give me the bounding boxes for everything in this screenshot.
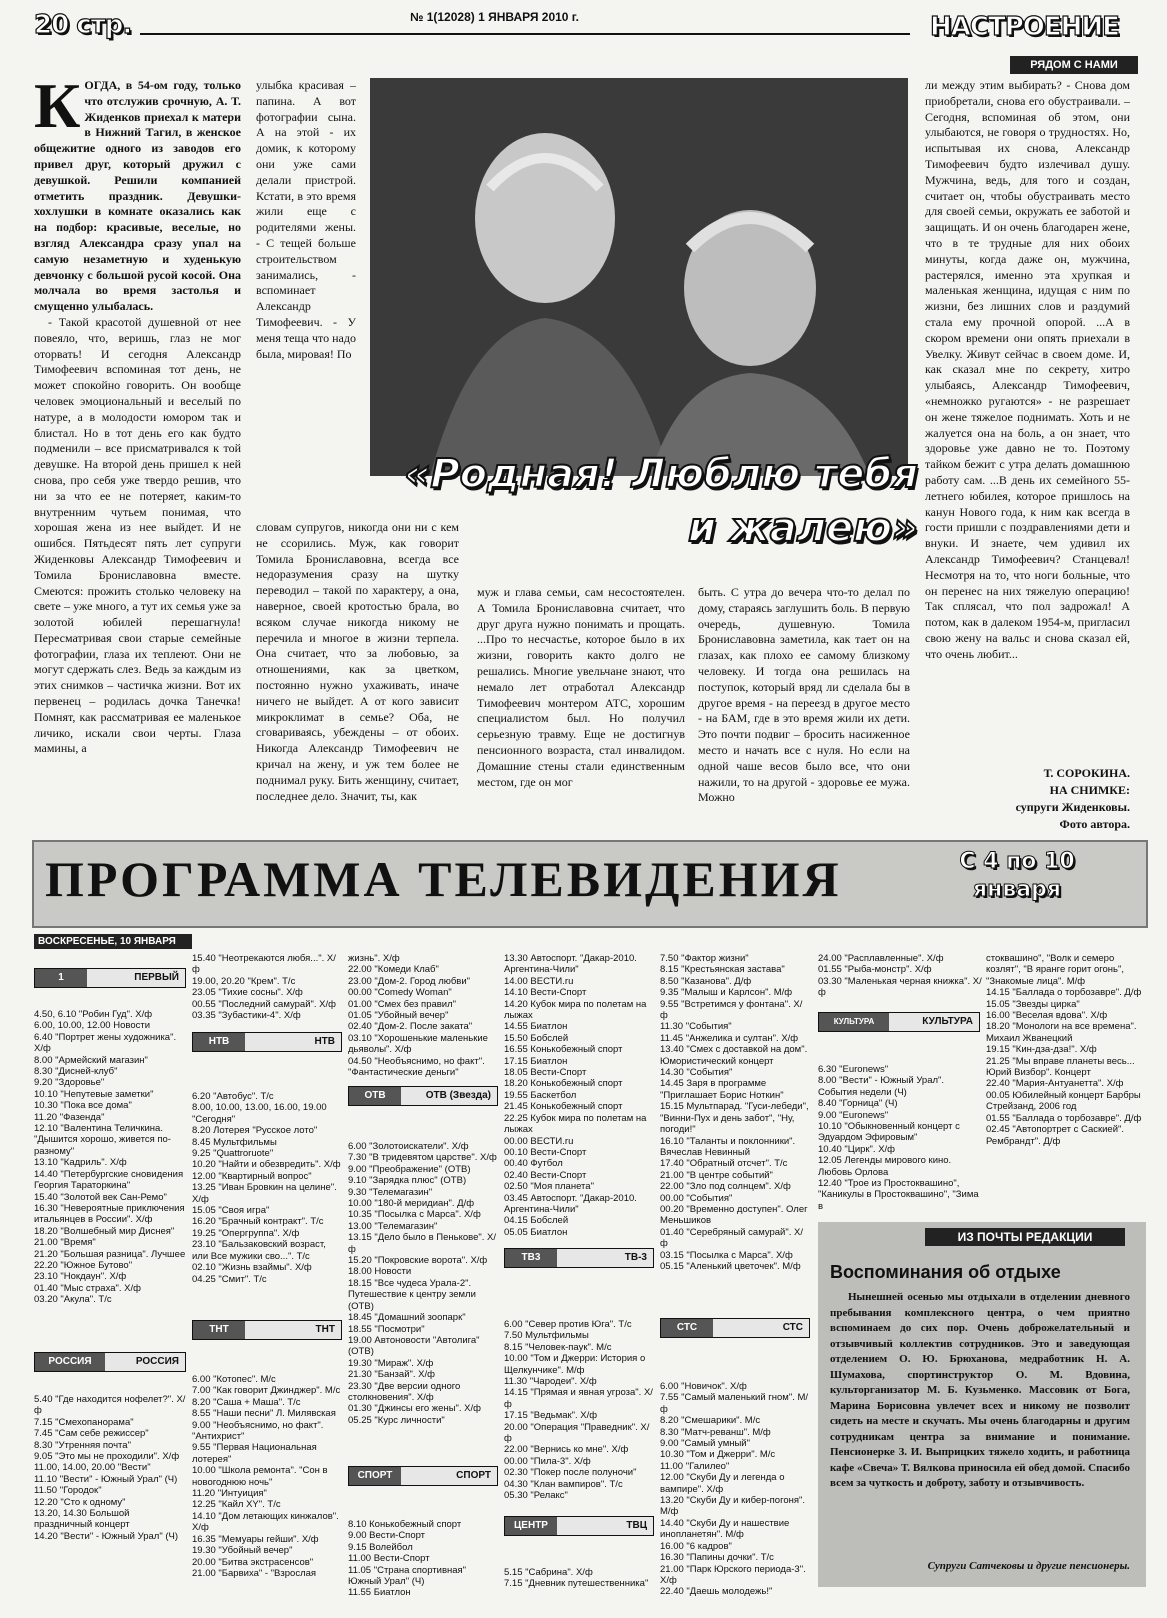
schedule-tnt-continued: [348, 934, 498, 1097]
article-column-2-bottom: [256, 520, 459, 804]
schedule-text: 15.40 "Неотрекаются любя...". Х/ф 19.00, 20.20 "Крем". Т/с 23.05 "Тихие сосны". Х/ф 00.55 "Последний самурай". Х/ф 03.35 "Зубастики-4". Х/ф: [192, 953, 336, 1022]
drop-cap: К: [34, 70, 81, 141]
tv-dates: [942, 848, 1092, 904]
article-column-2-top: [256, 78, 356, 362]
channel-header-tv3: [504, 1248, 654, 1268]
tv-dates-month: января: [973, 877, 1061, 902]
channel-header-ntv: [192, 1032, 342, 1052]
article-column-5: [925, 78, 1130, 662]
page-number: 20 стр.: [34, 10, 132, 40]
schedule-text: 6.00 "Север против Юга". Т/с 7.50 Мультфильмы 8.15 "Человек-паук". М/с 10.00 "Том и Джерри: История о Щелкунчике". М/ф 11.30 "Чародеи". Х/ф 14.15 "Прямая и явная угроза". Х/ф 17.15 "Ведьмак". Х/ф 20.00 "Операция "Праведник". Х/ф 22.00 "Вернись ко мне". Х/ф 00.00 "Пила-3". Х/ф 02.30 "Покер после полуночи" 04.30 "Клан вампиров". Т/с 05.30 "Релакс": [504, 1319, 653, 1502]
channel-name: ТВЦ: [626, 1520, 647, 1531]
schedule-sts: [660, 1362, 810, 1617]
letters-rubric: ИЗ ПОЧТЫ РЕДАКЦИИ: [925, 1228, 1125, 1246]
schedule-text: 4.50, 6.10 "Робин Гуд". Х/ф 6.00, 10.00, 12.00 Новости 6.40 "Портрет жены художника". Х/ф 8.00 "Армейский магазин" 8.30 "Дисней-клуб" 9.20 "Здоровье" 10.10 "Непутевые заметки" 10.30 "Пока все дома" 11.20 "Фазенда" 12.10 "Валентина Теличкина. "Дышится хорошо, живется по-разному" 13.10 "Кадриль". Х/ф 14.40 "Петербургские сновидения Георгия Тараторкина" 15.40 "Золотой век Сан-Ремо" 16.30 "Невероятные приключения итальянцев в России". Х/ф 18.20 "Волшебный мир Диснея" 21.00 "Время" 21.20 "Большая разница". Лучшее 22.20 "Южное Бутово" 23.10 "Нокдаун". Х/ф 01.40 "Мыс страха". Х/ф 03.20 "Акула". Т/с: [34, 1009, 186, 1306]
schedule-text: 6.20 "Автобус". Т/с 8.00, 10.00, 13.00, 16.00, 19.00 "Сегодня" 8.20 Лотерея "Русское лото" 8.45 Мультфильмы 9.25 "Quattroruote" 10.20 "Найти и обезвредить". Х/ф 12.00 "Квартирный вопрос" 13.25 "Иван Бровкин на целине". Х/ф 15.05 "Своя игра" 16.20 "Брачный контракт". Т/с 19.25 "Опергруппа". Х/ф 23.10 "Бальзаковский возраст, или Все мужики сво...". Т/с 02.10 "Жизнь взаймы". Х/ф 04.25 "Смит". Т/с: [192, 1091, 341, 1285]
schedule-tvc-continued: [660, 934, 810, 1291]
channel-header-kultura: [818, 1012, 980, 1032]
tv-title: ПРОГРАММА ТЕЛЕВИДЕНИЯ: [45, 851, 842, 907]
schedule-tvc: [504, 1548, 654, 1609]
channel-logo-icon: ЦЕНТР: [505, 1517, 557, 1535]
schedule-text: 6.00 "Котопес". М/с 7.00 "Как говорит Джинджер". М/с 8.20 "Саша + Маша". Т/с 8.55 "Наши песни" Л. Милявская 9.00 "Необъяснимо, но факт". "Антихрист" 9.55 "Первая Национальная лотерея" 10.00 "Школа ремонта". "Сон в новогоднюю ночь" 11.20 "Интуиция" 12.25 "Кайл XY". Т/с 14.10 "Дом летающих кинжалов". Х/ф 16.35 "Мемуары гейши". Х/ф 19.30 "Убойный вечер" 20.00 "Битва экстрасенсов" 21.00 "Барвиха" - "Взрослая: [192, 1374, 341, 1579]
article-column-3: [477, 585, 685, 790]
schedule-tv3-continued: [818, 934, 983, 1018]
article-column-4: [698, 585, 910, 806]
channel-name: ОТВ (Звезда): [425, 1090, 491, 1101]
author-name: Т. СОРОКИНА.: [1043, 766, 1130, 780]
tv-dates-range: С 4 по 10: [959, 849, 1075, 874]
schedule-otv: [348, 1122, 498, 1445]
article-photo: [370, 78, 908, 476]
channel-logo-icon: СТС: [661, 1319, 713, 1337]
channel-logo-icon: РОССИЯ: [35, 1353, 105, 1371]
channel-header-otv: [348, 1086, 498, 1106]
channel-logo-icon: СПОРТ: [349, 1467, 401, 1485]
schedule-perviy-continued: [192, 934, 342, 1040]
schedule-kultura: [818, 1045, 983, 1231]
article-lead: [34, 70, 241, 315]
channel-logo-icon: КУЛЬТУРА: [819, 1013, 889, 1031]
schedule-text: стоквашино", "Волк и семеро козлят", "В яранге горит огонь", "Знакомые лица". М/ф 14.15 "Баллада о торбозавре". Д/ф 15.05 "Звезды цирка" 16.00 "Веселая вдова". Х/ф 18.20 "Монологи на все времена". Михаил Жванецкий 19.15 "Кин-дза-дза!". Х/ф 21.25 "Мы вправе планеты весь... Юрий Визбор". Концерт 22.40 "Мария-Антуанетта". Х/ф 00.05 Юбилейный концерт Барбры Стрейзанд, 2006 год 01.55 "Баллада о торбозавре". Д/ф 02.45 "Автопортрет с Саскией". Рембрандт". Д/ф: [986, 953, 1142, 1147]
channel-name: СПОРТ: [456, 1470, 491, 1481]
channel-header-tvc: [504, 1516, 654, 1536]
photo-caption: супруги Жиденковы.: [1015, 800, 1130, 814]
photo-credit: Фото автора.: [1059, 817, 1130, 831]
channel-header-rossia: [34, 1352, 186, 1372]
caption-label: НА СНИМКЕ:: [1049, 783, 1130, 797]
schedule-kultura-continued: [986, 934, 1144, 1166]
letter-signature: Супруги Сатчековы и другие пенсионеры.: [927, 1560, 1130, 1572]
article-text-4: быть. С утра до вечера что-то делал по дому, стараясь заглушить боль. В первую очередь, душевную. Томила Брониславовна заметила, как тает он на глазах, как плохо ее самому близкому человеку. И тогда она решилась на поступок, который вряд ли сделала бы в другое время - на переезд в другое место - на БАМ, где в это время жили их дети. Это почти подвиг – бросить насиженное место и начать все с нуля. Но если на одной чаше весов было все, что они нажили, то на другой - здоровье ее мужа. Можно: [698, 585, 910, 805]
article-column-1: [34, 70, 241, 757]
article-text-5: ли между этим выбирать? - Снова дом приобретали, снова его обустраивали. – Сегодня, вспоминая об этом, они улыбаются, не говоря о трудностях. Но, испытывая их снова, Александр Тимофеевич будто излечивал душу. Мужчина, ведь, для того и создан, считает он, чтобы обустраивать место для своей семьи, окружать ее заботой и защищать. И он очень благодарен жене, что в те трудные для них обоих минуты, когда даже он, мужчина, растерялся, именно эта хрупкая и маленькая женщина, идущая с ним по жизни, без лишних слов и раздумий стала ему прочной опорой. ...А в скором времени они опять приехали в Увелку. Живут сейчас в своем доме. И, как сказал мне по секрету, хитро улыбаясь, Александр Тимофеевич, «немножко ругаются» - не разрешает он жене тяжелое поднимать. Хоть и не жалуется она на боль, а он знает, что здоровье уже давно не то. Поэтому тайком бежит с утра делать домашнюю работу сам. ...В день их семейного 55-летнего юбилея, которое пришлось на канун Нового года, к ним как всегда в гости пришли с поздравлениями дети и внуки. И знаете, чем удивил их Александр Тимофеевич? Станцевал! Несмотря на то, что ноги больные, что он перенес на них тяжелую операцию! Так сплясал, что пол задрожал! А потом, как в далеком 1954-м, пригласил свою жену на вальс и снова сказал ей, что очень любит...: [925, 78, 1130, 661]
rubric-label: РЯДОМ С НАМИ: [1010, 56, 1138, 74]
photo-couple-icon: [370, 78, 908, 476]
schedule-sport: [348, 1500, 498, 1618]
channel-name: ТНТ: [315, 1324, 335, 1335]
channel-logo-icon: НТВ: [193, 1033, 245, 1051]
channel-logo-icon: ТНТ: [193, 1321, 245, 1339]
letter-title: Воспоминания об отдыхе: [830, 1262, 1061, 1282]
channel-name: НТВ: [314, 1036, 335, 1047]
article-text-1: - Такой красотой душевной от нее повеяло, что, веришь, глаз не мог оторвать! И сегодня Александр Тимофеевич вспоминая тот день, не может спокойно говорить. Он вообще человек эмоциональный и веселый по натуре, а в молодости юмором так и блистал. Но в тот день его как будто подменили – все присматривался к той девушке. На второй день пришел к ней снова, про себя уже твердо решив, что ни за что ее не потеряет, каким-то внутренним чутьем понимая, что хорошая жена из нее выйдет. И не ошибся. Пятьдесят пять лет супруги Жиденковы Александр Тимофеевич и Томила Брониславовна вместе. Смеются: прожить столько человеку на свете – уже много, а тут их семья уже за золотой юбилей перешагнула! Пересматривая свои старые семейные фотографии, глаза их теплеют. Они не могут сдержать слез. Ведь за каждым из этих снимков – частичка жизни. Вот их первенец – родилась дочка Танечка! Помнят, как рассматривая ее маленькое личико, искали свои черты. Глаза мамины, а: [34, 314, 241, 756]
header-rule: [140, 33, 910, 35]
issue-date: № 1(12028) 1 ЯНВАРЯ 2010 г.: [410, 10, 579, 24]
article-text-2b: словам супругов, никогда они ни с кем не ссорились. Муж, как говорит Томила Брониславовна, всегда все недоразумения сразу на шутку переводил – такой по характеру, а она, наверное, своей кротостью брала, во всяком случае никогда никому не перечила и многое в жизни терпела. Она считает, что за любовью, за отношениями, как за цветком, постоянно нужно ухаживать, иначе ничего не выйдет. А от кого зависит микроклимат в семье? Оба, не сговариваясь, убеждены – от обоих. Никогда Александр Тимофеевич не кричал на жену, и уж тем более не поднимал руку. Бить женщину, считает, последнее дело. Значит, ты, как: [256, 520, 459, 803]
channel-name: РОССИЯ: [135, 1356, 179, 1367]
channel-logo-icon: ТВ3: [505, 1249, 557, 1267]
channel-header-sport: [348, 1466, 498, 1486]
section-title: НАСТРОЕНИЕ: [930, 12, 1119, 42]
channel-name: ТВ-3: [624, 1252, 647, 1263]
channel-name: СТС: [782, 1322, 803, 1333]
schedule-perviy: [34, 990, 186, 1325]
article-text-2a: улыбка красивая – папина. А вот фотографии сына. А на этой - их домик, к которому они уже сами делали пристрой. Кстати, в это время жили еще с родителями жены. - С тещей больше строительством занимались, - вспоминает Александр Тимофеевич. - У меня теща что надо была, мировая! По: [256, 78, 356, 361]
channel-header-tnt: [192, 1320, 342, 1340]
schedule-text: 13.30 Автоспорт. "Дакар-2010. Аргентина-Чили" 14.00 ВЕСТИ.ru 14.10 Вести-Спорт 14.20 Кубок мира по полетам на лыжах 14.55 Биатлон 15.50 Бобслей 16.55 Конькобежный спорт 17.15 Биатлон 18.05 Вести-Спорт 18.20 Конькобежный спорт 19.55 Баскетбол 21.45 Конькобежный спорт 22.25 Кубок мира по полетам на лыжах 00.00 ВЕСТИ.ru 00.10 Вести-Спорт 00.40 Футбол 02.40 Вести-Спорт 02.50 "Моя планета" 03.45 Автоспорт. "Дакар-2010. Аргентина-Чили" 04.15 Бобслей 05.05 Биатлон: [504, 953, 647, 1238]
channel-name: КУЛЬТУРА: [922, 1016, 973, 1027]
schedule-text: 24.00 "Расплавленные". Х/ф 01.55 "Рыба-монстр". Х/ф 03.30 "Маленькая черная книжка". Х/ф: [818, 953, 982, 999]
article-lead-text: ОГДА, в 54-ом году, только что отслужив срочную, А. Т. Жиденков приехал к матери в Нижний Тагил, в женское общежитие одного из заводов его привел друг, который дружил с девушкой. Решили компанией отметить праздник. Девушки-хохлушки в комнате оказались как на подбор: красивые, веселые, но взгляд Александра сразу упал на самую незаметную и худенькую девчонку с большой русой косой. Она молчала во время застолья и смущенно улыбалась.: [34, 78, 241, 314]
schedule-rossia: [34, 1375, 186, 1561]
schedule-ntv: [192, 1072, 342, 1304]
schedule-text: 6.00 "Золотоискатели". Х/ф 7.30 "В тридевятом царстве". Х/ф 9.00 "Преображение" (ОТВ) 9.10 "Зарядка плюс" (ОТВ) 9.30 "Телемагазин" 10.00 "180-й меридиан". Д/ф 10.35 "Посылка с Марса". Х/ф 13.00 "Телемагазин" 13.15 "Дело было в Пенькове". Х/ф 15.20 "Покровские ворота". Х/ф 18.00 Новости 18.15 "Все чудеса Урала-2". Путешествие к центру земли (ОТВ) 18.45 "Домашний зоопарк" 18.55 "Посмотри" 19.00 Автоновости "Автолига" (ОТВ) 19.30 "Мираж". Х/ф 21.30 "Банзай". Х/ф 23.30 "Две версии одного столкновения". Х/ф 01.30 "Джинсы его жены". Х/ф 05.25 "Курс личности": [348, 1141, 497, 1426]
schedule-text: 6.00 "Новичок". Х/ф 7.55 "Самый маленький гном". М/ф 8.20 "Смешарики". М/с 8.30 "Матч-реванш". М/ф 9.00 "Самый умный" 10.30 "Том и Джерри". М/с 11.00 "Галилео" 12.00 "Скуби Ду и легенда о вампире". Х/ф 13.20 "Скуби Ду и кибер-погоня". М/ф 14.40 "Скуби Ду и нашествие инопланетян". М/ф 16.00 "6 кадров" 16.30 "Папины дочки". Т/с 21.00 "Парк Юрского периода-3". Х/ф 22.40 "Даешь молодежь!": [660, 1381, 809, 1598]
channel-logo-icon: 1: [35, 969, 87, 987]
schedule-text: 5.15 "Сабрина". Х/ф 7.15 "Дневник путешественника": [504, 1567, 649, 1590]
schedule-tv3: [504, 1300, 654, 1521]
schedule-text: жизнь". Х/ф 22.00 "Комеди Клаб" 23.00 "Дом-2. Город любви" 00.00 "Comedy Woman" 01.00 "Смех без правил" 01.05 "Убойный вечер" 02.40 "Дом-2. После заката" 03.10 "Хорошенькие маленькие дьяволы". Х/ф 04.50 "Необъяснимо, но факт". "Фантастические деньги": [348, 953, 488, 1079]
article-text-3: муж и глава семьи, сам несостоятелен. А Томила Брониславовна считает, что друг друга нужно понимать и прощать. ...Про то несчастье, которое было в их жизни, говорить както долго не решались. Многие увельчане знают, что немало лет отработал Александр Тимофеевич монтером АТС, хорошим специалистом был. Но получил серьезную травму. Еще не достигнув пенсионного возраста, стал инвалидом. Домашние стены стали единственным местом, где он мог: [477, 585, 685, 789]
headline-line-2: и жалею»: [687, 505, 918, 551]
schedule-text: 5.40 "Где находится нофелет?". Х/ф 7.15 "Смехопанорама" 7.45 "Сам себе режиссер" 8.30 "Утренняя почта" 9.05 "Это мы не проходили". Х/ф 11.00, 14.00, 20.00 "Вести" 11.10 "Вести" - Южный Урал" (Ч) 11.50 "Городок" 12.20 "Сто к одному" 13.20, 14.30 Большой праздничный концерт 14.20 "Вести" - Южный Урал" (Ч): [34, 1394, 186, 1542]
channel-name: ПЕРВЫЙ: [134, 972, 179, 983]
schedule-sport-continued: [504, 934, 654, 1257]
channel-header-perviy: [34, 968, 186, 988]
tv-day-heading: ВОСКРЕСЕНЬЕ, 10 ЯНВАРЯ: [34, 934, 192, 949]
headline-line-1: «Родная! Люблю тебя: [404, 451, 918, 497]
schedule-text: 8.10 Конькобежный спорт 9.00 Вести-Спорт 9.15 Волейбол 11.00 Вести-Спорт 11.05 "Страна спортивная" Южный Урал" (Ч) 11.55 Биатлон: [348, 1519, 467, 1599]
schedule-text: 6.30 "Euronews" 8.00 "Вести" - Южный Урал". События недели (Ч) 8.40 "Горница" (Ч) 9.00 "Euronews" 10.10 "Обыкновенный концерт с Эдуардом Эфировым" 10.40 "Цирк". Х/ф 12.05 Легенды мирового кино. Любовь Орлова 12.40 "Трое из Простоквашино", "Каникулы в Простоквашино", "Зима в: [818, 1064, 979, 1212]
schedule-text: 7.50 "Фактор жизни" 8.15 "Крестьянская застава" 8.50 "Казанова". Д/ф 9.35 "Малыш и Карлсон". М/ф 9.55 "Встретимся у фонтана". Х/ф 11.30 "События" 11.45 "Анжелика и султан". Х/ф 13.40 "Смех с доставкой на дом". Юмористический концерт 14.30 "События" 14.45 Заря в программе "Приглашает Борис Ноткин" 15.15 Мультпарад. "Гуси-лебеди", "Винни-Пух и день забот", "Ну, погоди!" 16.10 "Таланты и поклонники". Вячеслав Невинный 17.40 "Обратный отсчет". Т/с 21.00 "В центре событий" 22.00 "Зло под солнцем". Х/ф 00.00 "События" 00.20 "Временно доступен". Олег Меньшиков 01.40 "Серебряный самурай". Х/ф 03.15 "Посылка с Марса". Х/ф 05.15 "Аленький цветочек". М/ф: [660, 953, 809, 1272]
article-signature: [930, 765, 1130, 833]
schedule-tnt: [192, 1355, 342, 1598]
letter-body: Нынешней осенью мы отдыхали в отделении дневного пребывания комплексного центра, о чем приятно вспоминаем до сих пор. Очень доброжелательный и отзывчивый коллектив сотрудников. Это и заведующая отделением О. Ю. Брюханова, медработник Н. А. Шумахова, спортинструктор О. М. Вдовина, культорганизатор М. Б. Кузьменко. Массовик от Бога, Марина Борисовна увлечет всех и никому не позволит сидеть на месте и скучать. Мы очень благодарны и другим сотрудникам центра за внимание и понимание. Пенсионерке З. И. Выприцких тяжело ходить, и работница кафе «Свеча» Т. Вялкова приносила ей обед домой. Спасибо всем за чуткость и доброту, заботу и отзывчивость.: [830, 1291, 1130, 1489]
channel-logo-icon: ОТВ: [349, 1087, 401, 1105]
channel-header-sts: [660, 1318, 810, 1338]
